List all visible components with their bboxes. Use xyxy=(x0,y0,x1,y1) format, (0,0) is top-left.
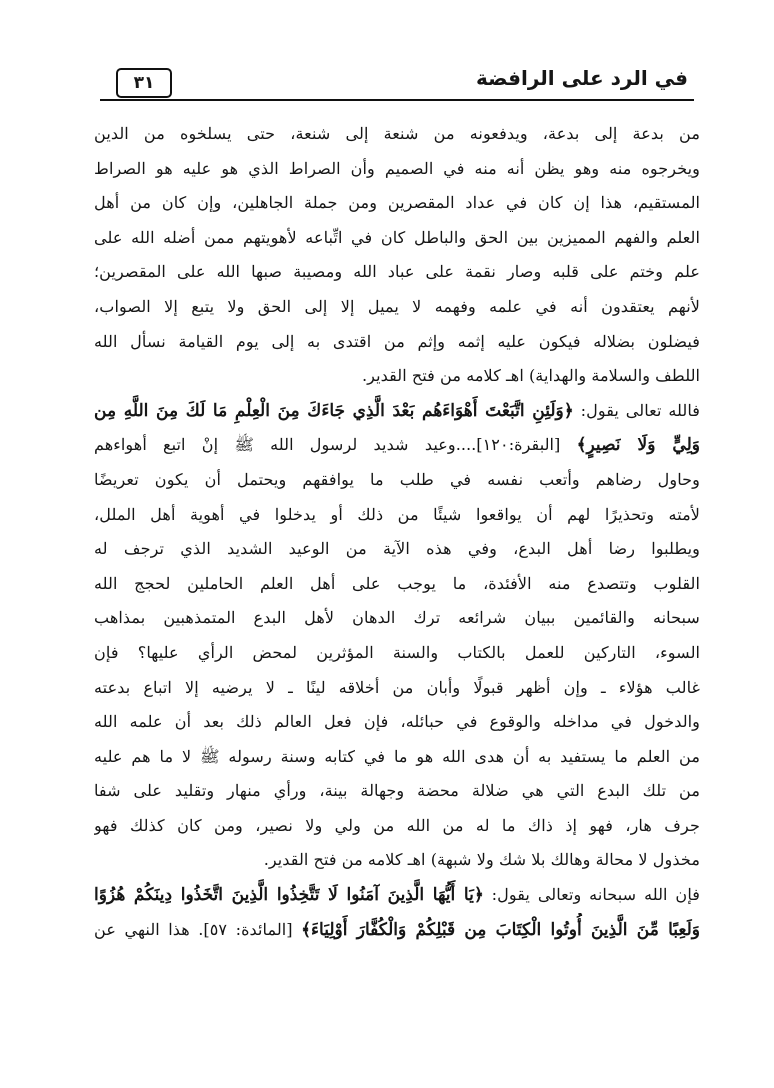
page-number: ٣١ xyxy=(116,68,172,98)
text-line: السوء، التاركين للعمل بالكتاب والسنة المؤثرين لمحض الرأي عليها؟ فإن xyxy=(94,642,700,662)
text-line: المستقيم، هذا إن كان في عداد المقصرين ومن جملة الجاهلين، وإن كان من أهل xyxy=(94,193,700,213)
text-line: لأمته وتحذيرًا لهم أن يواقعوا شيئًا من ذلك أو يدخلوا في أهوية أهل الملل، xyxy=(94,504,700,524)
text-line: غالب هؤلاء ـ وإن أظهر قبولًا وأبان من أخلاقه لينًا ـ لا يرضيه إلا اتباع بدعته xyxy=(94,677,700,697)
text-line: فيضلون بضلاله فيكون عليه إثمه وإثم من اقتدى به إلى يوم القيامة نسأل الله xyxy=(94,331,700,351)
text-line: سبحانه والقائمين ببيان شرائعه ترك الدهان لأهل البدع المتمذهبين بمذاهب xyxy=(94,608,700,628)
text-line: ويخرجوه منه وهو يظن أنه منه في الصميم وأن الصراط الذي هو عليه هو الصراط xyxy=(94,158,700,178)
text-line: القلوب وتتصدع منه الأفئدة، ما يوجب على أهل العلم الحاملين لحجج الله xyxy=(94,573,700,593)
page-header xyxy=(100,62,694,106)
text-line: جرف هار، فهو إذ ذاك ما له من الله من ولي ولا نصير، ومن كان كذلك فهو xyxy=(94,815,700,835)
text-line: من تلك البدع التي هي ضلالة محضة وجهالة بينة، ورأي منهار وتقليد على شفا xyxy=(94,781,700,801)
quran-verse: وَلَعِبًا مِّنَ الَّذِينَ أُوتُوا الْكِتَابَ مِن قَبْلِكُمْ وَالْكُفَّارَ أَوْلِيَاءَ﴾ xyxy=(301,919,700,940)
text-line xyxy=(94,878,700,913)
text-line: مخذول لا محالة وهالك بلا شك ولا شبهة) اهـ كلامه من فتح القدير. xyxy=(263,850,700,870)
text-line: ويطلبوا رضا أهل البدع، وفي هذه الآية من الوعيد الشديد الذي ترجف له xyxy=(94,539,700,559)
header-rule xyxy=(100,99,694,101)
text-line: لأنهم يعتقدون أنه في علمه وفهمه لا يميل إلا إلى الحق ولا يتبع إلا الصواب، xyxy=(94,296,700,316)
text-line: من العلم ما يستفيد به أن هدى الله هو ما في كتابه وسنة رسوله ﷺ لا ما هم عليه xyxy=(94,746,700,766)
text-line: العلم والفهم المميزين بين الحق والباطل كان في اتِّباعه لأهويتهم ممن أضله الله على xyxy=(94,227,700,247)
quran-verse: وَلِيٍّ وَلَا نَصِيرٍ﴾ xyxy=(576,435,700,456)
text-line: اللطف والسلامة والهداية) اهـ كلامه من فتح القدير. xyxy=(362,366,700,386)
text-line: وحاول رضاهم وأتعب نفسه في طلب ما يوافقهم ويحتمل أن يكون تعريضًا xyxy=(94,469,700,489)
text-line xyxy=(94,428,700,463)
quran-verse: ﴿وَلَئِنِ اتَّبَعْتَ أَهْوَاءَهُم بَعْدَ الَّذِي جَاءَكَ مِنَ الْعِلْمِ مَا لَكَ مِنَ اللَّهِ مِن xyxy=(94,400,574,421)
verse-intro: فإن الله سبحانه وتعالى يقول: xyxy=(483,885,700,905)
body-text xyxy=(94,117,700,947)
verse-citation: [البقرة:١٢٠]....وعيد شديد لرسول الله ﷺ إنْ اتبع أهواءهم xyxy=(94,435,577,455)
quran-verse: ﴿يَا أَيُّهَا الَّذِينَ آمَنُوا لَا تَتَّخِذُوا الَّذِينَ اتَّخَذُوا دِينَكُمْ هُزُوًا xyxy=(94,885,484,906)
text-line: من بدعة إلى بدعة، ويدفعونه من شنعة إلى شنعة، حتى يسلخوه من الدين xyxy=(94,124,700,143)
running-title: في الرد على الرافضة xyxy=(476,66,688,90)
text-line xyxy=(94,913,700,948)
verse-intro: فالله تعالى يقول: xyxy=(573,400,700,420)
verse-citation: [المائدة: ٥٧]. هذا النهي عن xyxy=(94,919,302,939)
text-line: علم وختم على قلبه وصار نقمة على عباد الله ومصيبة صبها الله على المقصرين؛ xyxy=(94,262,700,282)
text-line xyxy=(94,394,700,429)
text-line: والدخول في مداخله والوقوع في حبائله، فإن فعل العالم ذلك بعد أن علمه الله xyxy=(94,712,700,732)
